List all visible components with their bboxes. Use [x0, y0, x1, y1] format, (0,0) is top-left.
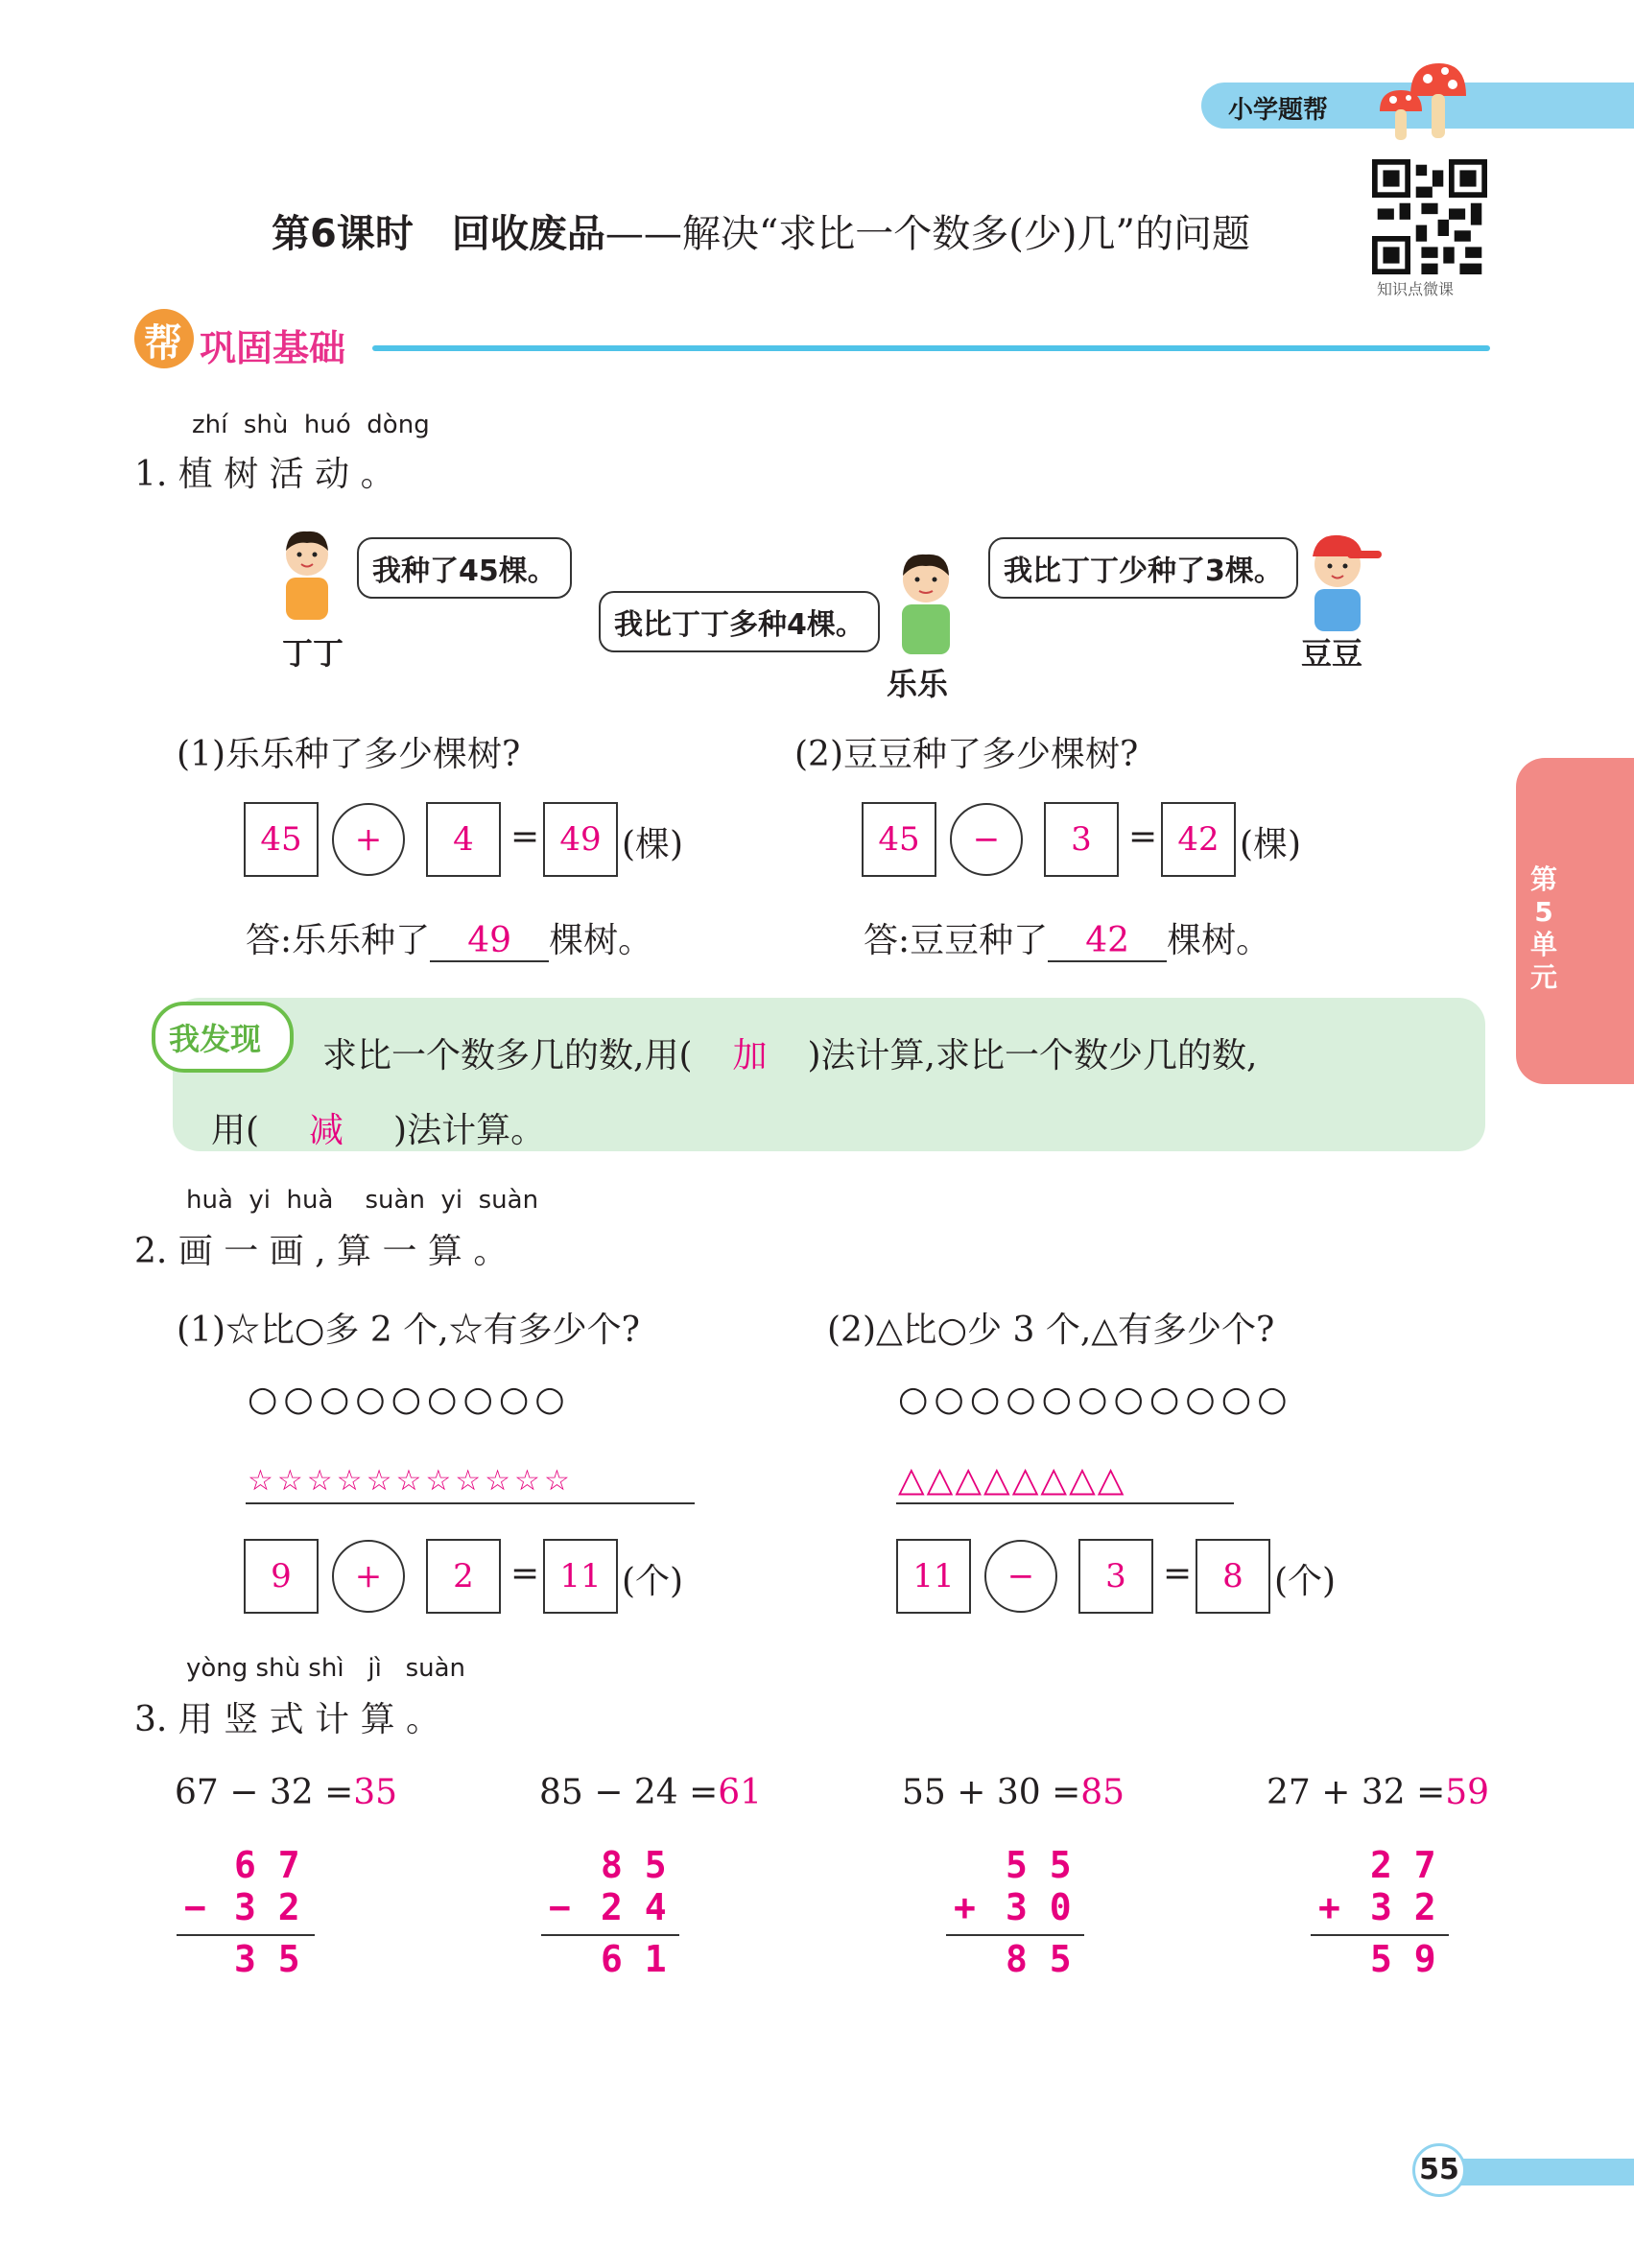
q3-item3-operator: + — [954, 1886, 976, 1928]
q3-item1-answer[interactable]: 35 — [353, 1773, 398, 1812]
q3-item2-bottom: 2 4 — [601, 1886, 667, 1928]
q1-sub1-operator[interactable]: + — [332, 803, 405, 876]
q1-sub2-box-a[interactable]: 45 — [862, 802, 936, 877]
q2-pinyin: huà yi huà suàn yi suàn — [186, 1186, 539, 1215]
lesson-title-rest: ——解决“求比一个数多(少)几”的问题 — [604, 212, 1250, 256]
q1-sub2-answer-prefix: 答:豆豆种了 — [864, 921, 1049, 960]
q3-item2-expression — [539, 1773, 762, 1812]
q1-sub1-box-result[interactable]: 49 — [543, 802, 618, 877]
page-number: 55 — [1419, 2153, 1459, 2186]
q1-sub2-answer-blank[interactable]: 42 — [1048, 921, 1167, 962]
q2-title: 2. 画 一 画 , 算 一 算 。 — [134, 1232, 509, 1271]
q3-item4-top: 2 7 — [1370, 1844, 1436, 1886]
q1-sub2-answer — [864, 913, 1270, 962]
discover-fill-2[interactable]: 减 — [309, 1111, 344, 1150]
q3-item1-expression — [175, 1773, 397, 1812]
q2-sub1-box-b[interactable]: 2 — [426, 1539, 501, 1614]
q3-item1-top: 6 7 — [234, 1844, 300, 1886]
q3-item1-result[interactable]: 3 5 — [234, 1938, 300, 1980]
discover-line-1-a: 求比一个数多几的数,用( — [322, 1036, 693, 1075]
q3-item4-expression — [1267, 1773, 1489, 1812]
q1-sub1-box-b[interactable]: 4 — [426, 802, 501, 877]
q2-sub2-unit: (个) — [1274, 1562, 1337, 1601]
q3-item4-rule — [1311, 1934, 1449, 1936]
q3-item3-bottom: 3 0 — [1006, 1886, 1072, 1928]
q2-sub2-question: (2)△比○少 3 个,△有多少个? — [827, 1311, 1275, 1350]
q3-pinyin: yòng shù shì jì suàn — [186, 1654, 466, 1683]
q2-sub2-triangles: △△△△△△△△ — [898, 1460, 1126, 1500]
section-badge-text: 帮 — [144, 321, 182, 366]
kid-name-lele: 乐乐 — [887, 666, 949, 702]
q3-item2-answer[interactable]: 61 — [718, 1773, 763, 1812]
q1-sub1-unit: (棵) — [622, 825, 684, 864]
qr-caption: 知识点微课 — [1377, 280, 1455, 298]
q1-sub2-equals: = — [1128, 817, 1158, 857]
lesson-title-bold: 第6课时 回收废品 — [272, 212, 605, 256]
q1-sub2-operator[interactable]: − — [950, 803, 1023, 876]
unit-side-tab-label: 第5单元 — [1529, 863, 1557, 993]
kid-name-doudou: 豆豆 — [1301, 635, 1363, 672]
q2-sub1-operator[interactable]: + — [332, 1540, 405, 1613]
q2-sub2-operator[interactable]: − — [984, 1540, 1057, 1613]
q3-item4-operator: + — [1318, 1886, 1340, 1928]
section-label: 巩固基础 — [200, 327, 346, 369]
q2-sub2-box-b[interactable]: 3 — [1078, 1539, 1153, 1614]
footer-bar — [1449, 2159, 1634, 2185]
q3-item3-answer[interactable]: 85 — [1080, 1773, 1125, 1812]
q2-sub2-circles: ○○○○○○○○○○○ — [898, 1380, 1293, 1419]
q3-item4-bottom: 3 2 — [1370, 1886, 1436, 1928]
kid-doudou-icon — [1290, 528, 1385, 633]
discover-line-1-b: )法计算,求比一个数少几的数, — [807, 1036, 1258, 1075]
discover-line-2 — [211, 1103, 545, 1152]
q1-sub1-answer — [246, 913, 652, 962]
q2-sub2-box-a[interactable]: 11 — [896, 1539, 971, 1614]
discover-line-1 — [322, 1028, 1257, 1077]
section-rule — [372, 345, 1490, 351]
q2-sub1-circles: ○○○○○○○○○ — [248, 1380, 571, 1419]
q2-sub2-equals: = — [1163, 1554, 1193, 1594]
kid-name-dingding: 丁丁 — [282, 635, 344, 672]
q1-sub1-answer-blank[interactable]: 49 — [430, 921, 549, 962]
q3-item4-result[interactable]: 5 9 — [1370, 1938, 1436, 1980]
q1-sub1-box-a[interactable]: 45 — [244, 802, 319, 877]
q3-item3-expr: 55 + 30 = — [902, 1773, 1081, 1812]
q2-sub1-box-result[interactable]: 11 — [543, 1539, 618, 1614]
speech-bubble-lele: 我比丁丁多种4棵。 — [599, 591, 880, 652]
q1-sub1-question: (1)乐乐种了多少棵树? — [177, 735, 521, 774]
q3-item2-rule — [541, 1934, 679, 1936]
q2-sub2-box-result[interactable]: 8 — [1196, 1539, 1270, 1614]
q1-sub1-equals: = — [510, 817, 540, 857]
q3-item3-result[interactable]: 8 5 — [1006, 1938, 1072, 1980]
q3-item1-operator: − — [184, 1886, 206, 1928]
q3-title: 3. 用 竖 式 计 算 。 — [134, 1700, 441, 1739]
brand-name: 小学题帮 — [1228, 96, 1329, 125]
q1-pinyin: zhí shù huó dòng — [192, 411, 430, 439]
q2-sub1-draw-line[interactable] — [246, 1502, 695, 1504]
q1-sub1-answer-prefix: 答:乐乐种了 — [246, 921, 431, 960]
q1-sub2-box-result[interactable]: 42 — [1161, 802, 1236, 877]
mushroom-icon — [1351, 56, 1466, 146]
kid-lele-icon — [883, 547, 969, 662]
q2-sub1-equals: = — [510, 1554, 540, 1594]
q3-item1-expr: 67 − 32 = — [175, 1773, 354, 1812]
speech-bubble-dingding: 我种了45棵。 — [357, 537, 572, 599]
q2-sub1-box-a[interactable]: 9 — [244, 1539, 319, 1614]
q2-sub1-stars: ☆☆☆☆☆☆☆☆☆☆☆ — [248, 1464, 574, 1498]
q3-item4-expr: 27 + 32 = — [1267, 1773, 1446, 1812]
q2-sub2-draw-line[interactable] — [896, 1502, 1234, 1504]
q2-sub1-question: (1)☆比○多 2 个,☆有多少个? — [177, 1311, 640, 1350]
q3-item2-operator: − — [549, 1886, 571, 1928]
discover-line-2-a: 用( — [211, 1111, 260, 1150]
qr-code-icon[interactable] — [1372, 159, 1487, 274]
discover-badge-text: 我发现 — [169, 1021, 262, 1057]
discover-fill-1[interactable]: 加 — [732, 1036, 768, 1075]
q3-item2-top: 8 5 — [601, 1844, 667, 1886]
q3-item1-bottom: 3 2 — [234, 1886, 300, 1928]
q3-item3-rule — [946, 1934, 1084, 1936]
q1-sub1-answer-suffix: 棵树。 — [549, 921, 653, 960]
speech-bubble-doudou: 我比丁丁少种了3棵。 — [988, 537, 1298, 599]
q3-item1-rule — [177, 1934, 315, 1936]
q1-sub2-unit: (棵) — [1240, 825, 1302, 864]
q3-item3-expression — [902, 1773, 1125, 1812]
discover-line-2-b: )法计算。 — [393, 1111, 546, 1150]
q1-sub2-question: (2)豆豆种了多少棵树? — [794, 735, 1139, 774]
q2-sub1-unit: (个) — [622, 1562, 684, 1601]
lesson-title — [272, 203, 1250, 258]
kid-dingding-icon — [269, 526, 345, 631]
q1-title: 1. 植 树 活 动 。 — [134, 455, 395, 494]
q1-sub2-answer-suffix: 棵树。 — [1167, 921, 1271, 960]
q3-item3-top: 5 5 — [1006, 1844, 1072, 1886]
q3-item4-answer[interactable]: 59 — [1445, 1773, 1490, 1812]
q3-item2-expr: 85 − 24 = — [539, 1773, 719, 1812]
q1-sub2-box-b[interactable]: 3 — [1044, 802, 1119, 877]
q3-item2-result[interactable]: 6 1 — [601, 1938, 667, 1980]
